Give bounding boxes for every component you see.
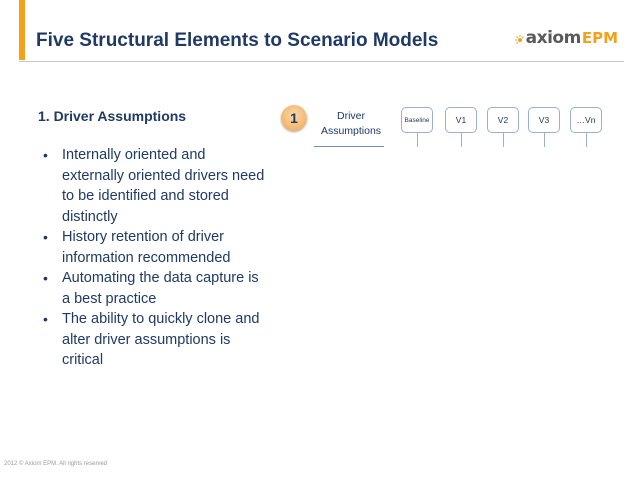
bullet-item <box>38 227 270 268</box>
bullet-dot-icon: • <box>43 311 48 327</box>
bullet-dot-icon: • <box>43 147 48 163</box>
version-box-vn: …Vn <box>570 107 602 133</box>
step-number-badge: 1 <box>281 105 307 131</box>
version-connector <box>503 133 504 147</box>
logo-suffix: EPM <box>581 29 618 47</box>
driver-label-line2: Assumptions <box>320 125 382 137</box>
version-connector <box>461 133 462 147</box>
axiom-epm-logo <box>515 28 618 48</box>
version-box-v3: V3 <box>528 107 560 133</box>
bullet-text: Automating the data capture is a best practice <box>62 270 259 307</box>
version-box-v2: V2 <box>487 107 519 133</box>
driver-underline <box>314 146 384 147</box>
logo-text: axiom <box>525 28 581 48</box>
version-box-baseline: Baseline <box>401 107 433 133</box>
title-divider <box>19 61 624 62</box>
bullet-text: The ability to quickly clone and alter driver assumptions is critical <box>62 311 260 368</box>
bullet-list <box>38 145 270 371</box>
bullet-item <box>38 145 270 227</box>
version-connector <box>417 133 418 147</box>
bullet-item <box>38 268 270 309</box>
section-heading: 1. Driver Assumptions <box>38 108 187 124</box>
bullet-item <box>38 309 270 371</box>
bullet-dot-icon: • <box>43 270 48 286</box>
driver-assumptions-label <box>314 109 388 139</box>
version-connector <box>544 133 545 147</box>
bullet-dot-icon: • <box>43 229 48 245</box>
version-connector <box>586 133 587 147</box>
title-accent-bar <box>19 0 25 60</box>
driver-label-line1: Driver <box>337 110 365 122</box>
copyright-footer: 2012 © Axiom EPM. All rights reserved <box>4 461 108 467</box>
slide-title: Five Structural Elements to Scenario Models <box>36 30 439 51</box>
sun-burst-icon <box>515 30 525 40</box>
bullet-text: History retention of driver information recommended <box>62 229 231 266</box>
version-box-v1: V1 <box>445 107 477 133</box>
bullet-text: Internally oriented and externally oriented drivers need to be identified and stored distinctly <box>62 147 265 225</box>
